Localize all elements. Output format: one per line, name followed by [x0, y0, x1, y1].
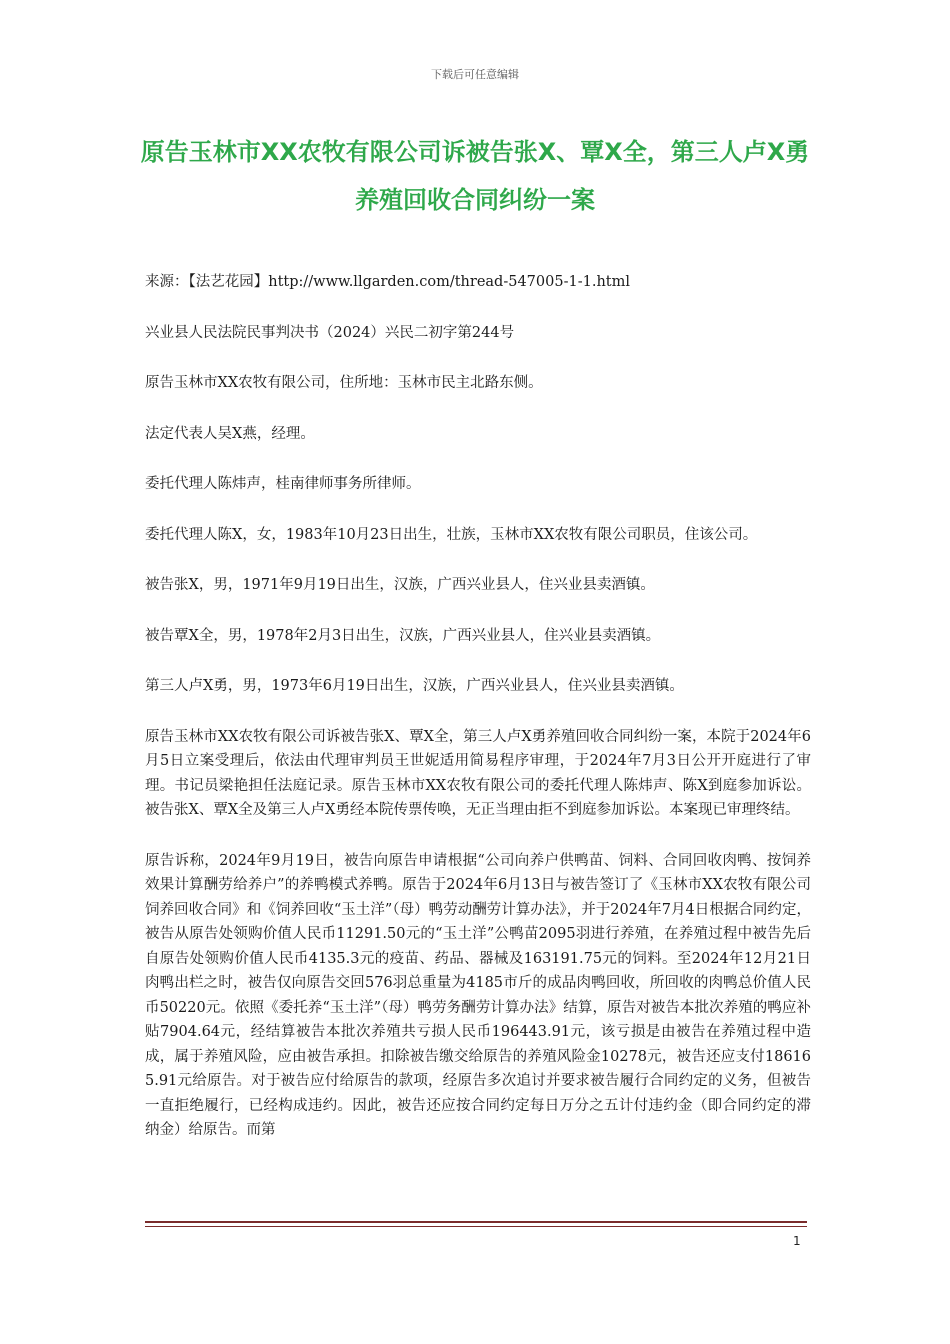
legal-representative: 法定代表人吴X燕，经理。 [145, 425, 315, 442]
plaintiff-info: 原告玉林市XX农牧有限公司，住所地：玉林市民主北路东侧。 [145, 375, 543, 391]
judgment-number: 兴业县人民法院民事判决书（2024）兴民二初字第244号 [145, 324, 515, 341]
third-party: 第三人卢X勇，男，1973年6月19日出生，汉族，广西兴业县人，住兴业县卖酒镇。 [145, 678, 684, 694]
source-line: 来源：【法艺花园】http://www.llgarden.com/thread-547005-1-1.html [145, 274, 630, 290]
footer-rule-thin [145, 1226, 807, 1227]
document-title: 原告玉林市XX农牧有限公司诉被告张X、覃X全，第三人卢X勇养殖回收合同纠纷一案 [140, 138, 810, 214]
header-note: 下载后可任意编辑 [431, 68, 519, 81]
agent-1: 委托代理人陈炜声，桂南律师事务所律师。 [145, 476, 421, 492]
page-number: 1 [793, 1234, 801, 1248]
defendant-1: 被告张X，男，1971年9月19日出生，汉族，广西兴业县人，住兴业县卖酒镇。 [145, 577, 655, 593]
agent-2: 委托代理人陈X，女，1983年10月23日出生，壮族，玉林市XX农牧有限公司职员，住该公司。 [145, 526, 758, 543]
document-body [145, 270, 811, 1169]
footer-rule-thick [145, 1221, 807, 1223]
case-summary: 原告玉林市XX农牧有限公司诉被告张X、覃X全，第三人卢X勇养殖回收合同纠纷一案，本院于2024年6月5日立案受理后，依法由代理审判员王世妮适用简易程序审理，于2024年7月3日公开开庭进行了审理。书记员梁艳担任法庭记录。原告玉林市XX农牧有限公司的委托代理人陈炜声、陈X到庭参加诉讼。被告张X、覃X全及第三人卢X勇经本院传票传唤，无正当理由拒不到庭参加诉讼。本案现已审理终结。 [145, 728, 811, 818]
defendant-2: 被告覃X全，男，1978年2月3日出生，汉族，广西兴业县人，住兴业县卖酒镇。 [145, 627, 661, 644]
plaintiff-claim: 原告诉称，2024年9月19日，被告向原告申请根据“公司向养户供鸭苗、饲料、合同回收肉鸭、按饲养效果计算酬劳给养户”的养鸭模式养鸭。原告于2024年6月13日与被告签订了《玉林市XX农牧有限公司饲养回收合同》和《饲养回收“玉土洋”（母）鸭劳动酬劳计算办法》，并于2024年7月4日根据合同约定，被告从原告处领购价值人民币11291.50元的“玉土洋”公鸭苗2095羽进行养殖，在养殖过程中被告先后自原告处领购价值人民币4135.3元的疫苗、药品、器械及163191.75元的饲料。至2024年12月21日肉鸭出栏之时，被告仅向原告交回576羽总重量为4185市斤的成品肉鸭回收，所回收的肉鸭总价值人民币50220元。依照《委托养“玉土洋”（母）鸭劳务酬劳计算办法》结算，原告对被告本批次养殖的鸭应补贴7904.64元，经结算被告本批次养殖共亏损人民币196443.91元，该亏损是由被告在养殖过程中造成，属于养殖风险，应由被告承担。扣除被告缴交给原告的养殖风险金10278元，被告还应支付186165.91元给原告。对于被告应付给原告的款项，经原告多次追讨并要求被告履行合同约定的义务，但被告一直拒绝履行，已经构成违约。因此，被告还应按合同约定每日万分之五计付违约金（即合同约定的滞纳金）给原告。而第 [145, 852, 811, 1138]
